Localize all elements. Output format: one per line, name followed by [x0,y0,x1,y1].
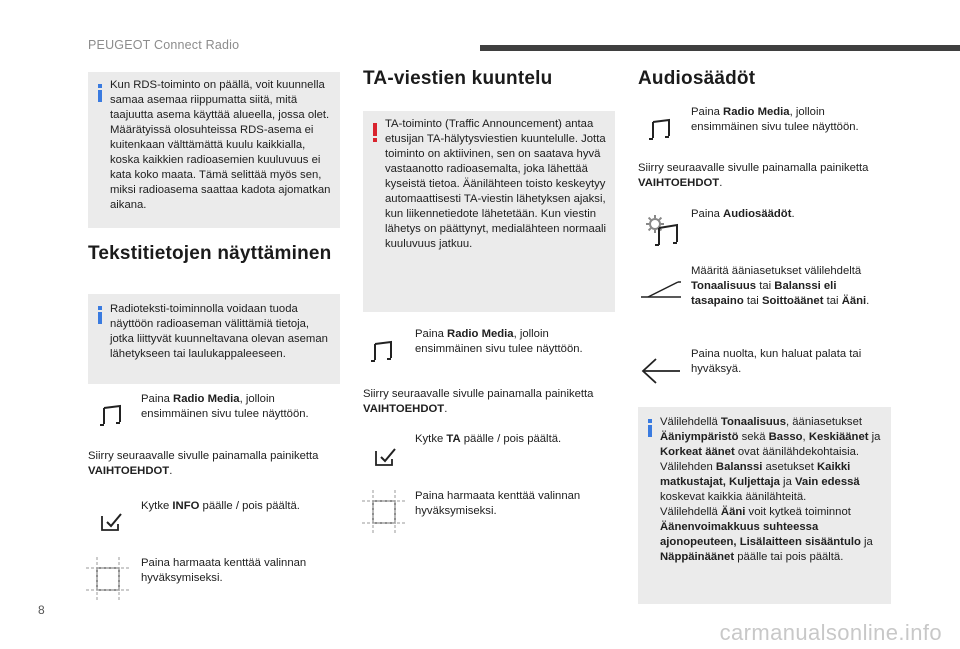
step-confirm-field: Paina harmaata kenttää valinnan hyväksymiseksi. [141,557,307,584]
checkbox-icon [374,447,398,467]
section-heading-text-info: Tekstitietojen näyttäminen [88,243,332,264]
step-confirm-field: Paina harmaata kenttää valinnan hyväksymiseksi. [415,490,581,517]
back-arrow-icon [640,357,682,385]
step-radio-media: Paina Radio Media, jolloin ensimmäinen sivu tulee näyttöön. [141,393,309,420]
step-info-toggle: Kytke INFO päälle / pois päältä. [141,500,300,512]
step-radio-media: Paina Radio Media, jolloin ensimmäinen sivu tulee näyttöön. [691,106,859,133]
section-heading-audio: Audiosäädöt [638,68,756,89]
header-bar [480,45,960,51]
audio-note-text: Välilehdellä Tonaalisuus, ääniasetukset Ääniympäristö sekä Basso, Keskiäänet ja Korkeat äänet ovat äänilähdekohtaisia. Välilehden Balanssi asetukset Kaikki matkustajat, Kuljettaja ja Vain edessä koskevat kaikkia äänilähteitä. Välilehdellä Ääni voit kytkeä toiminnot Äänenvoimakkuus suhteessa ajonopeuteen, Lisälaitteen sisääntulo ja Näppäinäänet päälle tai pois päältä. [660,416,881,563]
page-number: 8 [38,603,45,617]
rds-info-note [88,72,340,228]
step-audio-tabs: Määritä ääniasetukset välilehdeltä Tonaalisuus tai Balanssi eli tasapaino tai Soittoäänet tai Ääni. [691,265,870,307]
step-ta-toggle: Kytke TA päälle / pois päältä. [415,433,562,445]
grey-field-icon [362,490,406,534]
options-paragraph: Siirry seuraavalle sivulle painamalla painiketta VAIHTOEHDOT. [638,162,869,189]
step-audio-settings: Paina Audiosäädöt. [691,208,795,220]
grey-field-icon [86,557,130,601]
tone-slider-icon [640,279,682,299]
radiotext-note-text: Radioteksti-toiminnolla voidaan tuoda näyttöön radioaseman välittämiä tietoja, jotka liittyvät kuunneltavana olevan aseman lähetykseen tai laulukappaleeseen. [110,303,328,360]
music-note-icon [647,118,673,142]
watermark: carmanualsonline.info [719,620,942,645]
audio-settings-icon [645,214,681,248]
ta-warning-note [363,111,615,312]
audio-info-note [638,407,891,604]
music-note-icon [98,404,124,428]
rds-note-text: Kun RDS-toiminto on päällä, voit kuunnella samaa asemaa riippumatta siitä, mitä taajuutta asema käyttää alueella, jossa olet. Määrätyissä olosuhteissa RDS-asema ei kuitenkaan välttämättä kuulu kaikkialla, koska kaikkien radioasemien kuuluvuus ei kata koko maata. Tämä selittää myös sen, miksi radioasema saattaa kadota ajomatkan aikana. [110,79,331,211]
options-paragraph: Siirry seuraavalle sivulle painamalla painiketta VAIHTOEHDOT. [363,388,594,415]
section-heading-ta: TA-viestien kuuntelu [363,68,553,89]
checkbox-icon [100,512,124,532]
radiotext-info-note [88,294,340,384]
step-back-arrow: Paina nuolta, kun haluat palata tai hyväksyä. [691,348,862,375]
header-title: PEUGEOT Connect Radio [88,38,240,52]
options-paragraph: Siirry seuraavalle sivulle painamalla painiketta VAIHTOEHDOT. [88,450,319,477]
step-radio-media: Paina Radio Media, jolloin ensimmäinen sivu tulee näyttöön. [415,328,583,355]
music-note-icon [369,340,395,364]
ta-note-text: TA-toiminto (Traffic Announcement) antaa etusijan TA-hälytysviestien kuuntelulle. Jotta toiminto on aktiivinen, sen on saatava hyvä vastaanotto radioasemalta, joka lähettää kyseistä tietoa. Äänilähteen toisto keskeytyy automaattisesti TA-viestin lähetyksen ajaksi, kun liikennetiedote lähetetään. Kun viestin lähetys on päättynyt, medialähteen normaali kuuluvuus jatkuu. [385,118,607,250]
